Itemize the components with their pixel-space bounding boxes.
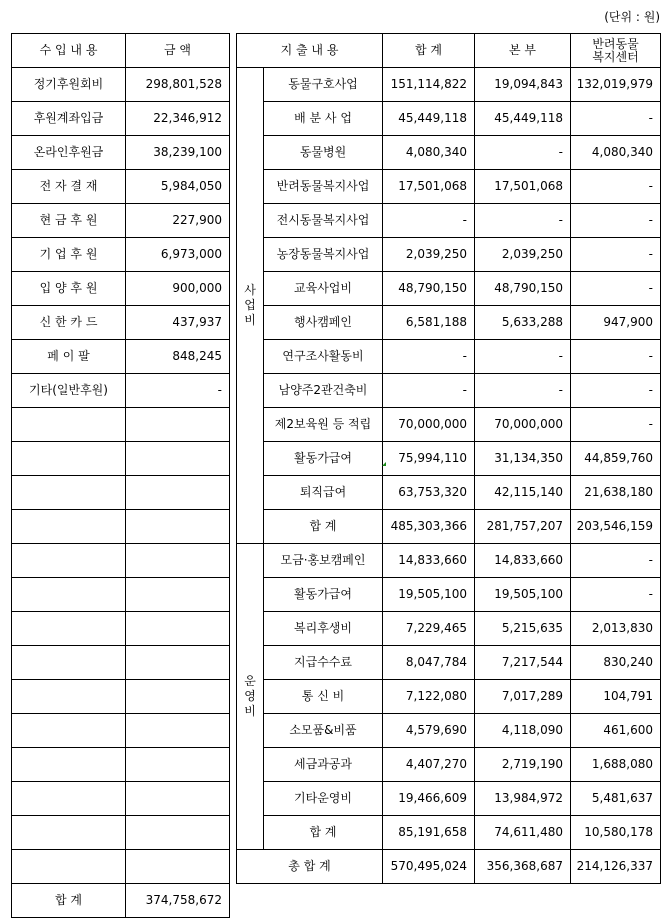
business-row-label: 농장동물복지사업	[264, 238, 383, 272]
income-header-amount: 금 액	[126, 34, 230, 68]
income-row-label: 온라인후원금	[12, 136, 126, 170]
operating-row	[237, 646, 661, 680]
income-table-row	[12, 782, 230, 816]
business-row	[237, 442, 661, 476]
expense-grand-total-label: 총 합 계	[237, 850, 383, 884]
operating-row-label: 소모품&비품	[264, 714, 383, 748]
income-empty-cell	[12, 782, 126, 816]
income-table-row	[12, 408, 230, 442]
business-group-char: 업	[244, 298, 256, 312]
operating-row-center: 5,481,637	[571, 782, 661, 816]
income-empty-cell	[126, 612, 230, 646]
business-row	[237, 170, 661, 204]
business-row-hq: 2,039,250	[475, 238, 571, 272]
business-row-total: 151,114,822	[383, 68, 475, 102]
business-row-center: -	[571, 204, 661, 238]
income-empty-cell	[126, 578, 230, 612]
operating-group-char: 비	[244, 704, 256, 718]
income-table-row	[12, 306, 230, 340]
income-empty-cell	[12, 544, 126, 578]
income-row-label: 입 양 후 원	[12, 272, 126, 306]
income-table-row	[12, 646, 230, 680]
operating-row-total: 7,122,080	[383, 680, 475, 714]
operating-row-hq: 13,984,972	[475, 782, 571, 816]
income-empty-cell	[12, 578, 126, 612]
income-header-item: 수 입 내 용	[12, 34, 126, 68]
business-row-label: 반려동물복지사업	[264, 170, 383, 204]
business-row-hq: 48,790,150	[475, 272, 571, 306]
business-row	[237, 68, 661, 102]
business-group-char: 비	[244, 313, 256, 327]
operating-row	[237, 680, 661, 714]
income-empty-cell	[126, 510, 230, 544]
income-table-row	[12, 850, 230, 884]
income-table	[11, 33, 230, 918]
income-empty-cell	[126, 442, 230, 476]
business-row-total: 48,790,150	[383, 272, 475, 306]
business-row-total: 2,039,250	[383, 238, 475, 272]
operating-row	[237, 714, 661, 748]
business-row-label: 교육사업비	[264, 272, 383, 306]
income-row-label: 기타(일반후원)	[12, 374, 126, 408]
operating-row-center: 2,013,830	[571, 612, 661, 646]
business-row-label: 행사캠페인	[264, 306, 383, 340]
operating-row-label: 모금·홍보캠페인	[264, 544, 383, 578]
income-table-row	[12, 816, 230, 850]
business-row-total: 6,581,188	[383, 306, 475, 340]
income-row-amount: 6,973,000	[126, 238, 230, 272]
income-table-row	[12, 544, 230, 578]
income-table-row	[12, 442, 230, 476]
business-row-hq: -	[475, 204, 571, 238]
operating-row-center: 461,600	[571, 714, 661, 748]
business-row-label: 전시동물복지사업	[264, 204, 383, 238]
operating-group-char: 영	[244, 689, 256, 703]
business-row-center: 203,546,159	[571, 510, 661, 544]
operating-row-center: 10,580,178	[571, 816, 661, 850]
income-table-row	[12, 238, 230, 272]
business-row-center: 4,080,340	[571, 136, 661, 170]
operating-row-center: 1,688,080	[571, 748, 661, 782]
operating-row-label: 지급수수료	[264, 646, 383, 680]
business-row-center: -	[571, 238, 661, 272]
income-empty-cell	[126, 476, 230, 510]
business-row	[237, 204, 661, 238]
income-total-amount: 374,758,672	[126, 884, 230, 918]
business-row-total: 485,303,366	[383, 510, 475, 544]
operating-row-center: -	[571, 544, 661, 578]
operating-row	[237, 748, 661, 782]
business-row-label: 제2보육원 등 적립	[264, 408, 383, 442]
expense-header-center-line2: 복지센터	[592, 49, 639, 64]
business-row-hq: 281,757,207	[475, 510, 571, 544]
income-empty-cell	[12, 714, 126, 748]
income-empty-cell	[12, 850, 126, 884]
business-row	[237, 102, 661, 136]
business-row-label: 배 분 사 업	[264, 102, 383, 136]
business-row-hq: -	[475, 340, 571, 374]
income-row-amount: 227,900	[126, 204, 230, 238]
income-row-amount: -	[126, 374, 230, 408]
business-row-hq: 45,449,118	[475, 102, 571, 136]
income-row-label: 정기후원회비	[12, 68, 126, 102]
income-table-row	[12, 204, 230, 238]
business-row	[237, 476, 661, 510]
operating-row-hq: 14,833,660	[475, 544, 571, 578]
income-table-row	[12, 680, 230, 714]
operating-group-label	[237, 544, 264, 850]
business-row-label: 동물병원	[264, 136, 383, 170]
business-row	[237, 306, 661, 340]
operating-row-center: 104,791	[571, 680, 661, 714]
business-row	[237, 272, 661, 306]
expense-header-item: 지 출 내 용	[237, 34, 383, 68]
business-row	[237, 340, 661, 374]
business-row-total: 45,449,118	[383, 102, 475, 136]
operating-row-hq: 5,215,635	[475, 612, 571, 646]
operating-row-total: 19,505,100	[383, 578, 475, 612]
income-row-label: 후원계좌입금	[12, 102, 126, 136]
expense-header-hq: 본 부	[475, 34, 571, 68]
operating-row	[237, 544, 661, 578]
business-row-label: 연구조사활동비	[264, 340, 383, 374]
income-empty-cell	[126, 850, 230, 884]
income-table-row	[12, 714, 230, 748]
income-empty-cell	[126, 544, 230, 578]
operating-row	[237, 816, 661, 850]
income-table-row	[12, 102, 230, 136]
operating-row-hq: 19,505,100	[475, 578, 571, 612]
business-row-hq: 5,633,288	[475, 306, 571, 340]
income-table-row	[12, 68, 230, 102]
operating-row	[237, 578, 661, 612]
income-empty-cell	[12, 408, 126, 442]
operating-row-label: 통 신 비	[264, 680, 383, 714]
operating-row-label: 세금과공과	[264, 748, 383, 782]
income-row-amount: 38,239,100	[126, 136, 230, 170]
income-empty-cell	[12, 442, 126, 476]
business-row-total: -	[383, 340, 475, 374]
business-row-label: 합 계	[264, 510, 383, 544]
operating-group-char: 운	[244, 674, 256, 688]
expense-header-center-line1: 반려동물	[592, 36, 639, 51]
income-row-label: 신 한 카 드	[12, 306, 126, 340]
business-row-center: -	[571, 408, 661, 442]
operating-row	[237, 782, 661, 816]
income-row-label: 페 이 팔	[12, 340, 126, 374]
expense-grand-total-center: 214,126,337	[571, 850, 661, 884]
operating-row-total: 4,579,690	[383, 714, 475, 748]
income-row-amount: 5,984,050	[126, 170, 230, 204]
operating-row-total: 85,191,658	[383, 816, 475, 850]
business-group-char: 사	[244, 283, 256, 297]
operating-row-label: 기타운영비	[264, 782, 383, 816]
income-empty-cell	[12, 816, 126, 850]
business-row-hq: 42,115,140	[475, 476, 571, 510]
income-empty-cell	[12, 510, 126, 544]
income-row-amount: 298,801,528	[126, 68, 230, 102]
income-table-row	[12, 578, 230, 612]
income-empty-cell	[12, 748, 126, 782]
business-row-hq: 19,094,843	[475, 68, 571, 102]
income-empty-cell	[126, 680, 230, 714]
business-row-label: 남양주2관건축비	[264, 374, 383, 408]
operating-row-total: 7,229,465	[383, 612, 475, 646]
operating-row-total: 8,047,784	[383, 646, 475, 680]
income-empty-cell	[126, 646, 230, 680]
operating-row-total: 19,466,609	[383, 782, 475, 816]
business-row-hq: 17,501,068	[475, 170, 571, 204]
operating-row-hq: 2,719,190	[475, 748, 571, 782]
business-row-hq: -	[475, 136, 571, 170]
income-row-amount: 900,000	[126, 272, 230, 306]
cell-comment-marker	[382, 462, 386, 466]
income-empty-cell	[12, 646, 126, 680]
income-row-amount: 437,937	[126, 306, 230, 340]
operating-row-total: 14,833,660	[383, 544, 475, 578]
income-row-amount: 22,346,912	[126, 102, 230, 136]
expense-table	[236, 33, 661, 884]
income-empty-cell	[126, 782, 230, 816]
business-row-center: 44,859,760	[571, 442, 661, 476]
income-table-row	[12, 612, 230, 646]
income-empty-cell	[126, 714, 230, 748]
business-row-center: 947,900	[571, 306, 661, 340]
operating-row-center: -	[571, 578, 661, 612]
unit-label: (단위 : 원)	[604, 10, 660, 24]
operating-row-label: 활동가급여	[264, 578, 383, 612]
operating-row-center: 830,240	[571, 646, 661, 680]
operating-row	[237, 612, 661, 646]
income-table-row	[12, 170, 230, 204]
income-table-row	[12, 374, 230, 408]
business-row	[237, 238, 661, 272]
operating-row-hq: 7,017,289	[475, 680, 571, 714]
income-row-label: 기 업 후 원	[12, 238, 126, 272]
income-empty-cell	[12, 476, 126, 510]
business-group-label	[237, 68, 264, 544]
business-row-total: 63,753,320	[383, 476, 475, 510]
income-table-row	[12, 340, 230, 374]
business-row-center: 21,638,180	[571, 476, 661, 510]
business-row-total: 70,000,000	[383, 408, 475, 442]
business-row	[237, 136, 661, 170]
operating-row-label: 합 계	[264, 816, 383, 850]
operating-row-hq: 4,118,090	[475, 714, 571, 748]
business-row-total: 75,994,110	[383, 442, 475, 476]
business-row-center: 132,019,979	[571, 68, 661, 102]
income-row-label: 현 금 후 원	[12, 204, 126, 238]
business-row	[237, 374, 661, 408]
income-empty-cell	[12, 680, 126, 714]
business-row-total: -	[383, 374, 475, 408]
business-row-center: -	[571, 170, 661, 204]
business-row-label: 동물구호사업	[264, 68, 383, 102]
business-row-label: 활동가급여	[264, 442, 383, 476]
business-row-label: 퇴직급여	[264, 476, 383, 510]
expense-grand-total-hq: 356,368,687	[475, 850, 571, 884]
income-table-row	[12, 510, 230, 544]
business-row-total: 17,501,068	[383, 170, 475, 204]
operating-row-hq: 74,611,480	[475, 816, 571, 850]
business-row-hq: 70,000,000	[475, 408, 571, 442]
expense-grand-total: 570,495,024	[383, 850, 475, 884]
income-total-label: 합 계	[12, 884, 126, 918]
business-row-total: -	[383, 204, 475, 238]
operating-row-hq: 7,217,544	[475, 646, 571, 680]
income-table-row	[12, 136, 230, 170]
income-empty-cell	[12, 612, 126, 646]
business-row-total: 4,080,340	[383, 136, 475, 170]
business-row-center: -	[571, 102, 661, 136]
income-table-row	[12, 476, 230, 510]
business-row-hq: -	[475, 374, 571, 408]
business-row-center: -	[571, 340, 661, 374]
business-row-hq: 31,134,350	[475, 442, 571, 476]
income-row-label: 전 자 결 재	[12, 170, 126, 204]
expense-header-center	[571, 34, 661, 68]
income-empty-cell	[126, 816, 230, 850]
operating-row-total: 4,407,270	[383, 748, 475, 782]
income-empty-cell	[126, 748, 230, 782]
business-row	[237, 510, 661, 544]
business-row-center: -	[571, 272, 661, 306]
income-empty-cell	[126, 408, 230, 442]
operating-row-label: 복리후생비	[264, 612, 383, 646]
expense-header-total: 합 계	[383, 34, 475, 68]
income-row-amount: 848,245	[126, 340, 230, 374]
income-table-row	[12, 272, 230, 306]
business-row	[237, 408, 661, 442]
business-row-center: -	[571, 374, 661, 408]
income-table-row	[12, 748, 230, 782]
